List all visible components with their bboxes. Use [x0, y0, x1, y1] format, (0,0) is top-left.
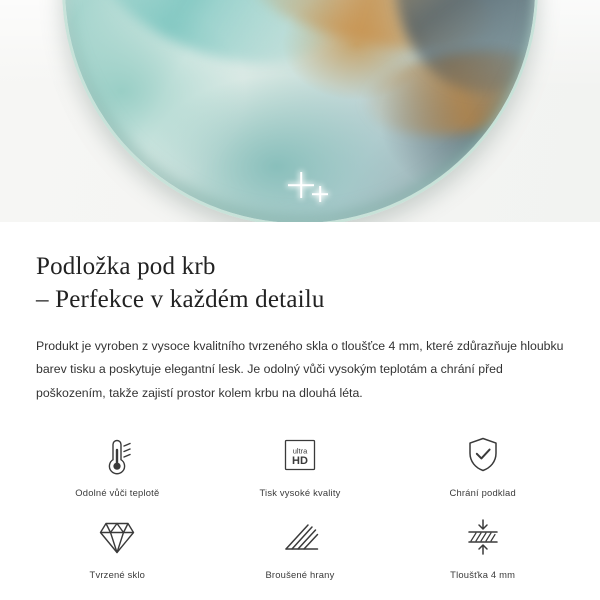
polished-edges-icon [278, 514, 322, 560]
feature-label: Tisk vysoké kvality [259, 487, 341, 499]
text-content [0, 222, 600, 406]
ultra-hd-icon [279, 432, 321, 478]
glass-plate-image [62, 0, 538, 222]
page-title [36, 250, 564, 317]
page-title-line-1: Podložka pod krb [36, 253, 216, 280]
feature-label: Chrání podklad [449, 487, 516, 499]
diamond-icon [95, 514, 139, 560]
feature-label: Tloušťka 4 mm [450, 569, 516, 581]
svg-text:HD: HD [292, 455, 308, 468]
shield-check-icon [463, 432, 503, 478]
feature-label: Odolné vůči teplotě [75, 487, 160, 499]
marble-art [65, 0, 535, 222]
thermometer-icon [97, 432, 137, 478]
feature-item-tempered-glass [26, 514, 209, 580]
feature-item-protects-surface [391, 432, 574, 498]
feature-item-temperature [26, 432, 209, 498]
feature-label: Tvrzené sklo [89, 569, 146, 581]
hero-image [0, 0, 600, 222]
page-title-line-2: – Perfekce v každém detailu [36, 286, 325, 314]
feature-grid [0, 432, 600, 580]
svg-text:ultra: ultra [292, 446, 308, 456]
product-description: Produkt je vyroben z vysoce kvalitního tvrzeného skla o tloušťce 4 mm, které zdůrazňuje hloubku barev tisku a poskytuje elegantní lesk. Je odolný vůči vysokým teplotám a chrání před poškozením, takže zajistí prostor kolem krbu na dlouhá léta. [36, 338, 564, 401]
feature-item-print-quality [209, 432, 392, 498]
feature-label: Broušené hrany [265, 569, 335, 581]
thickness-arrows-icon [461, 514, 505, 560]
feature-item-thickness [391, 514, 574, 580]
feature-item-polished-edges [209, 514, 392, 580]
